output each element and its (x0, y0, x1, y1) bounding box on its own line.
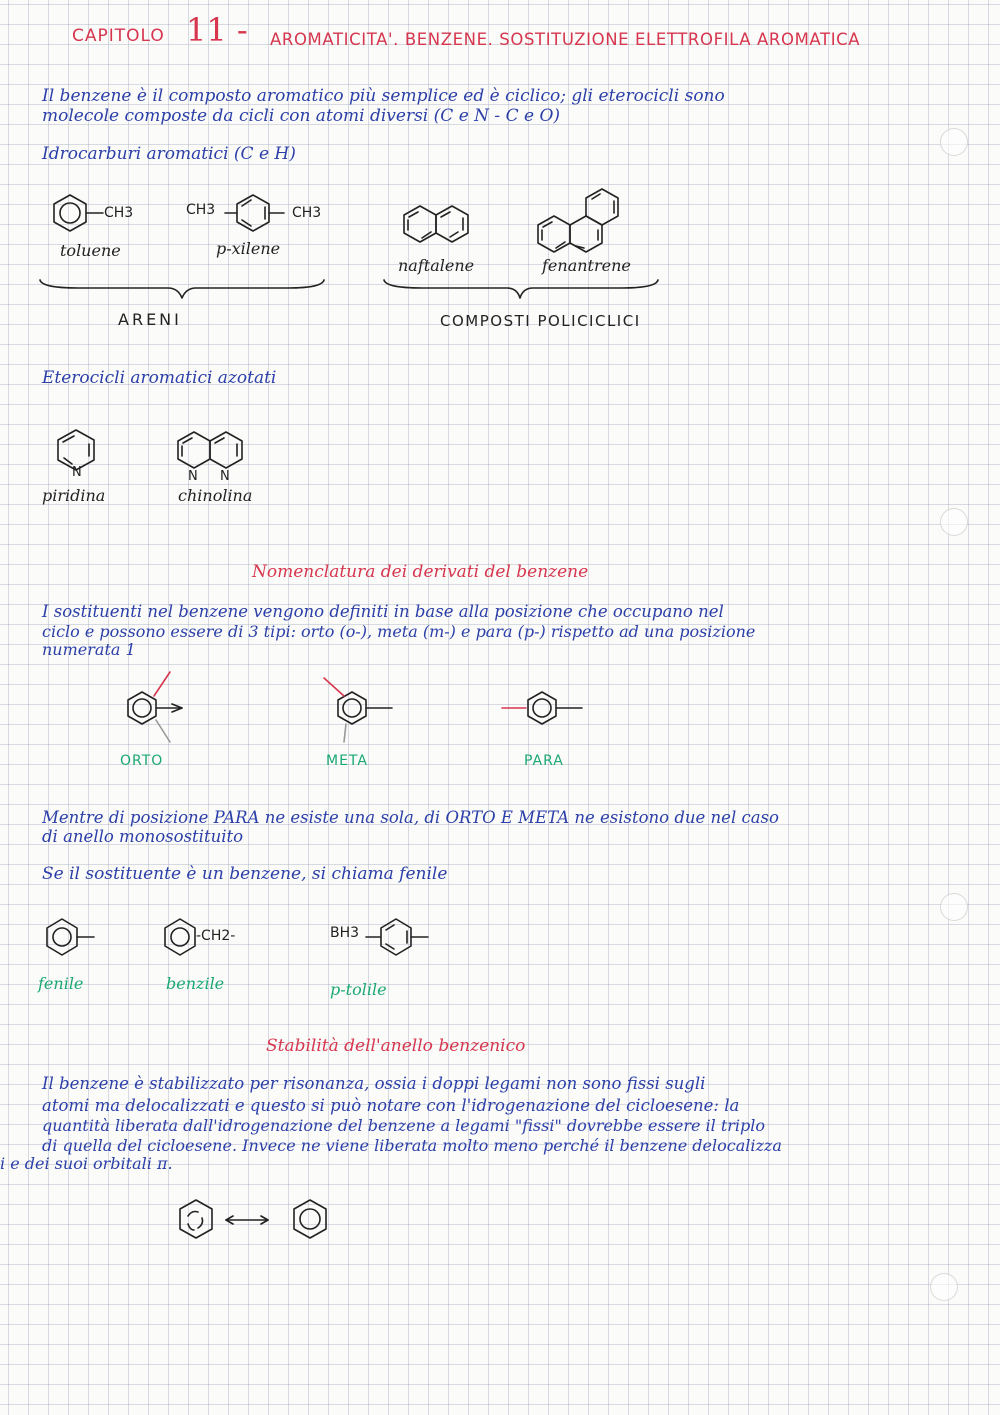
nomenclature-line-3: numerata 1 (42, 640, 136, 659)
svg-text:N: N (220, 469, 230, 484)
svg-text:N: N (72, 465, 82, 480)
resonance-diagram (176, 1196, 346, 1250)
benzyl-label: benzile (166, 974, 225, 993)
stability-line-2: atomi ma delocalizzati e questo si può notare con l'idrogenazione del cicloesene: la (42, 1096, 740, 1115)
nomenclature-line-2: ciclo e possono essere di 3 tipi: orto (o-), meta (m-) e para (p-) rispetto ad una posizione (42, 622, 756, 641)
phenyl-structure (42, 916, 112, 962)
xylene-ch3-right: CH3 (292, 205, 322, 221)
phenanthrene-label: fenantrene (542, 256, 631, 275)
naphthalene-label: naftalene (398, 256, 475, 275)
nomenclature-line-1: I sostituenti nel benzene vengono definiti in base alla posizione che occupano nel (42, 602, 724, 621)
hydrocarbons-heading: Idrocarburi aromatici (C e H) (42, 144, 296, 164)
meta-label: META (326, 753, 368, 769)
areni-label: ARENI (118, 310, 182, 329)
areni-brace (38, 276, 328, 304)
phenyl-label: fenile (38, 974, 84, 993)
policiclici-brace (382, 276, 662, 304)
binder-hole-lower (940, 893, 968, 921)
toluene-label: toluene (60, 241, 121, 260)
stability-line-5: i e dei suoi orbitali π. (0, 1154, 173, 1173)
benzyl-ch2: -CH2- (196, 928, 236, 944)
policiclici-label: COMPOSTI POLICICLICI (440, 312, 641, 330)
phenanthrene-structure (530, 174, 640, 254)
xylene-ch3-left: CH3 (186, 202, 216, 218)
meta-position-diagram (322, 670, 402, 746)
positions-line-2: di anello monosostituito (42, 827, 244, 846)
stability-line-4: di quella del cicloesene. Invece ne viene liberata molto meno perché il benzene delocalizza (42, 1136, 782, 1155)
binder-hole-middle (940, 508, 968, 536)
ortho-label: ORTO (120, 753, 164, 769)
pyridine-label: piridina (42, 486, 106, 505)
stability-line-1: Il benzene è stabilizzato per risonanza, ossia i doppi legami non sono fissi sugli (42, 1074, 706, 1093)
quinoline-label: chinolina (178, 486, 253, 505)
binder-hole-bottom (930, 1273, 958, 1301)
p-tolyl-structure (364, 916, 444, 962)
tolyl-label: p-tolile (330, 980, 387, 999)
toluene-ch3: CH3 (104, 205, 134, 221)
para-position-diagram (500, 684, 600, 734)
para-label: PARA (524, 753, 564, 769)
chapter-title: AROMATICITA'. BENZENE. SOSTITUZIONE ELETTROFILA AROMATICA (270, 30, 861, 49)
quinoline-structure (174, 430, 264, 486)
pyridine-structure (52, 428, 112, 484)
ortho-position-diagram (120, 670, 200, 746)
intro-line-2: molecole composte da cicli con atomi diversi (C e N - C e O) (42, 106, 561, 126)
chapter-label: CAPITOLO (72, 26, 165, 46)
xylene-label: p-xilene (216, 239, 281, 258)
nomenclature-title: Nomenclatura dei derivati del benzene (252, 562, 589, 582)
heterocycles-heading: Eterocicli aromatici azotati (42, 368, 277, 388)
stability-title: Stabilità dell'anello benzenico (266, 1036, 526, 1056)
chapter-number: 11 - (186, 11, 248, 49)
tolyl-bh3: BH3 (330, 925, 360, 941)
positions-line-3: Se il sostituente è un benzene, si chiama fenile (42, 864, 448, 884)
stability-line-3: quantità liberata dall'idrogenazione del benzene a legami "fissi" dovrebbe essere il triplo (42, 1116, 766, 1135)
binder-hole-top (940, 128, 968, 156)
svg-text:N: N (188, 469, 198, 484)
naphthalene-structure (400, 202, 490, 252)
intro-line-1: Il benzene è il composto aromatico più semplice ed è ciclico; gli eterocicli sono (42, 86, 725, 106)
positions-line-1: Mentre di posizione PARA ne esiste una sola, di ORTO E META ne esistono due nel caso (42, 808, 779, 827)
